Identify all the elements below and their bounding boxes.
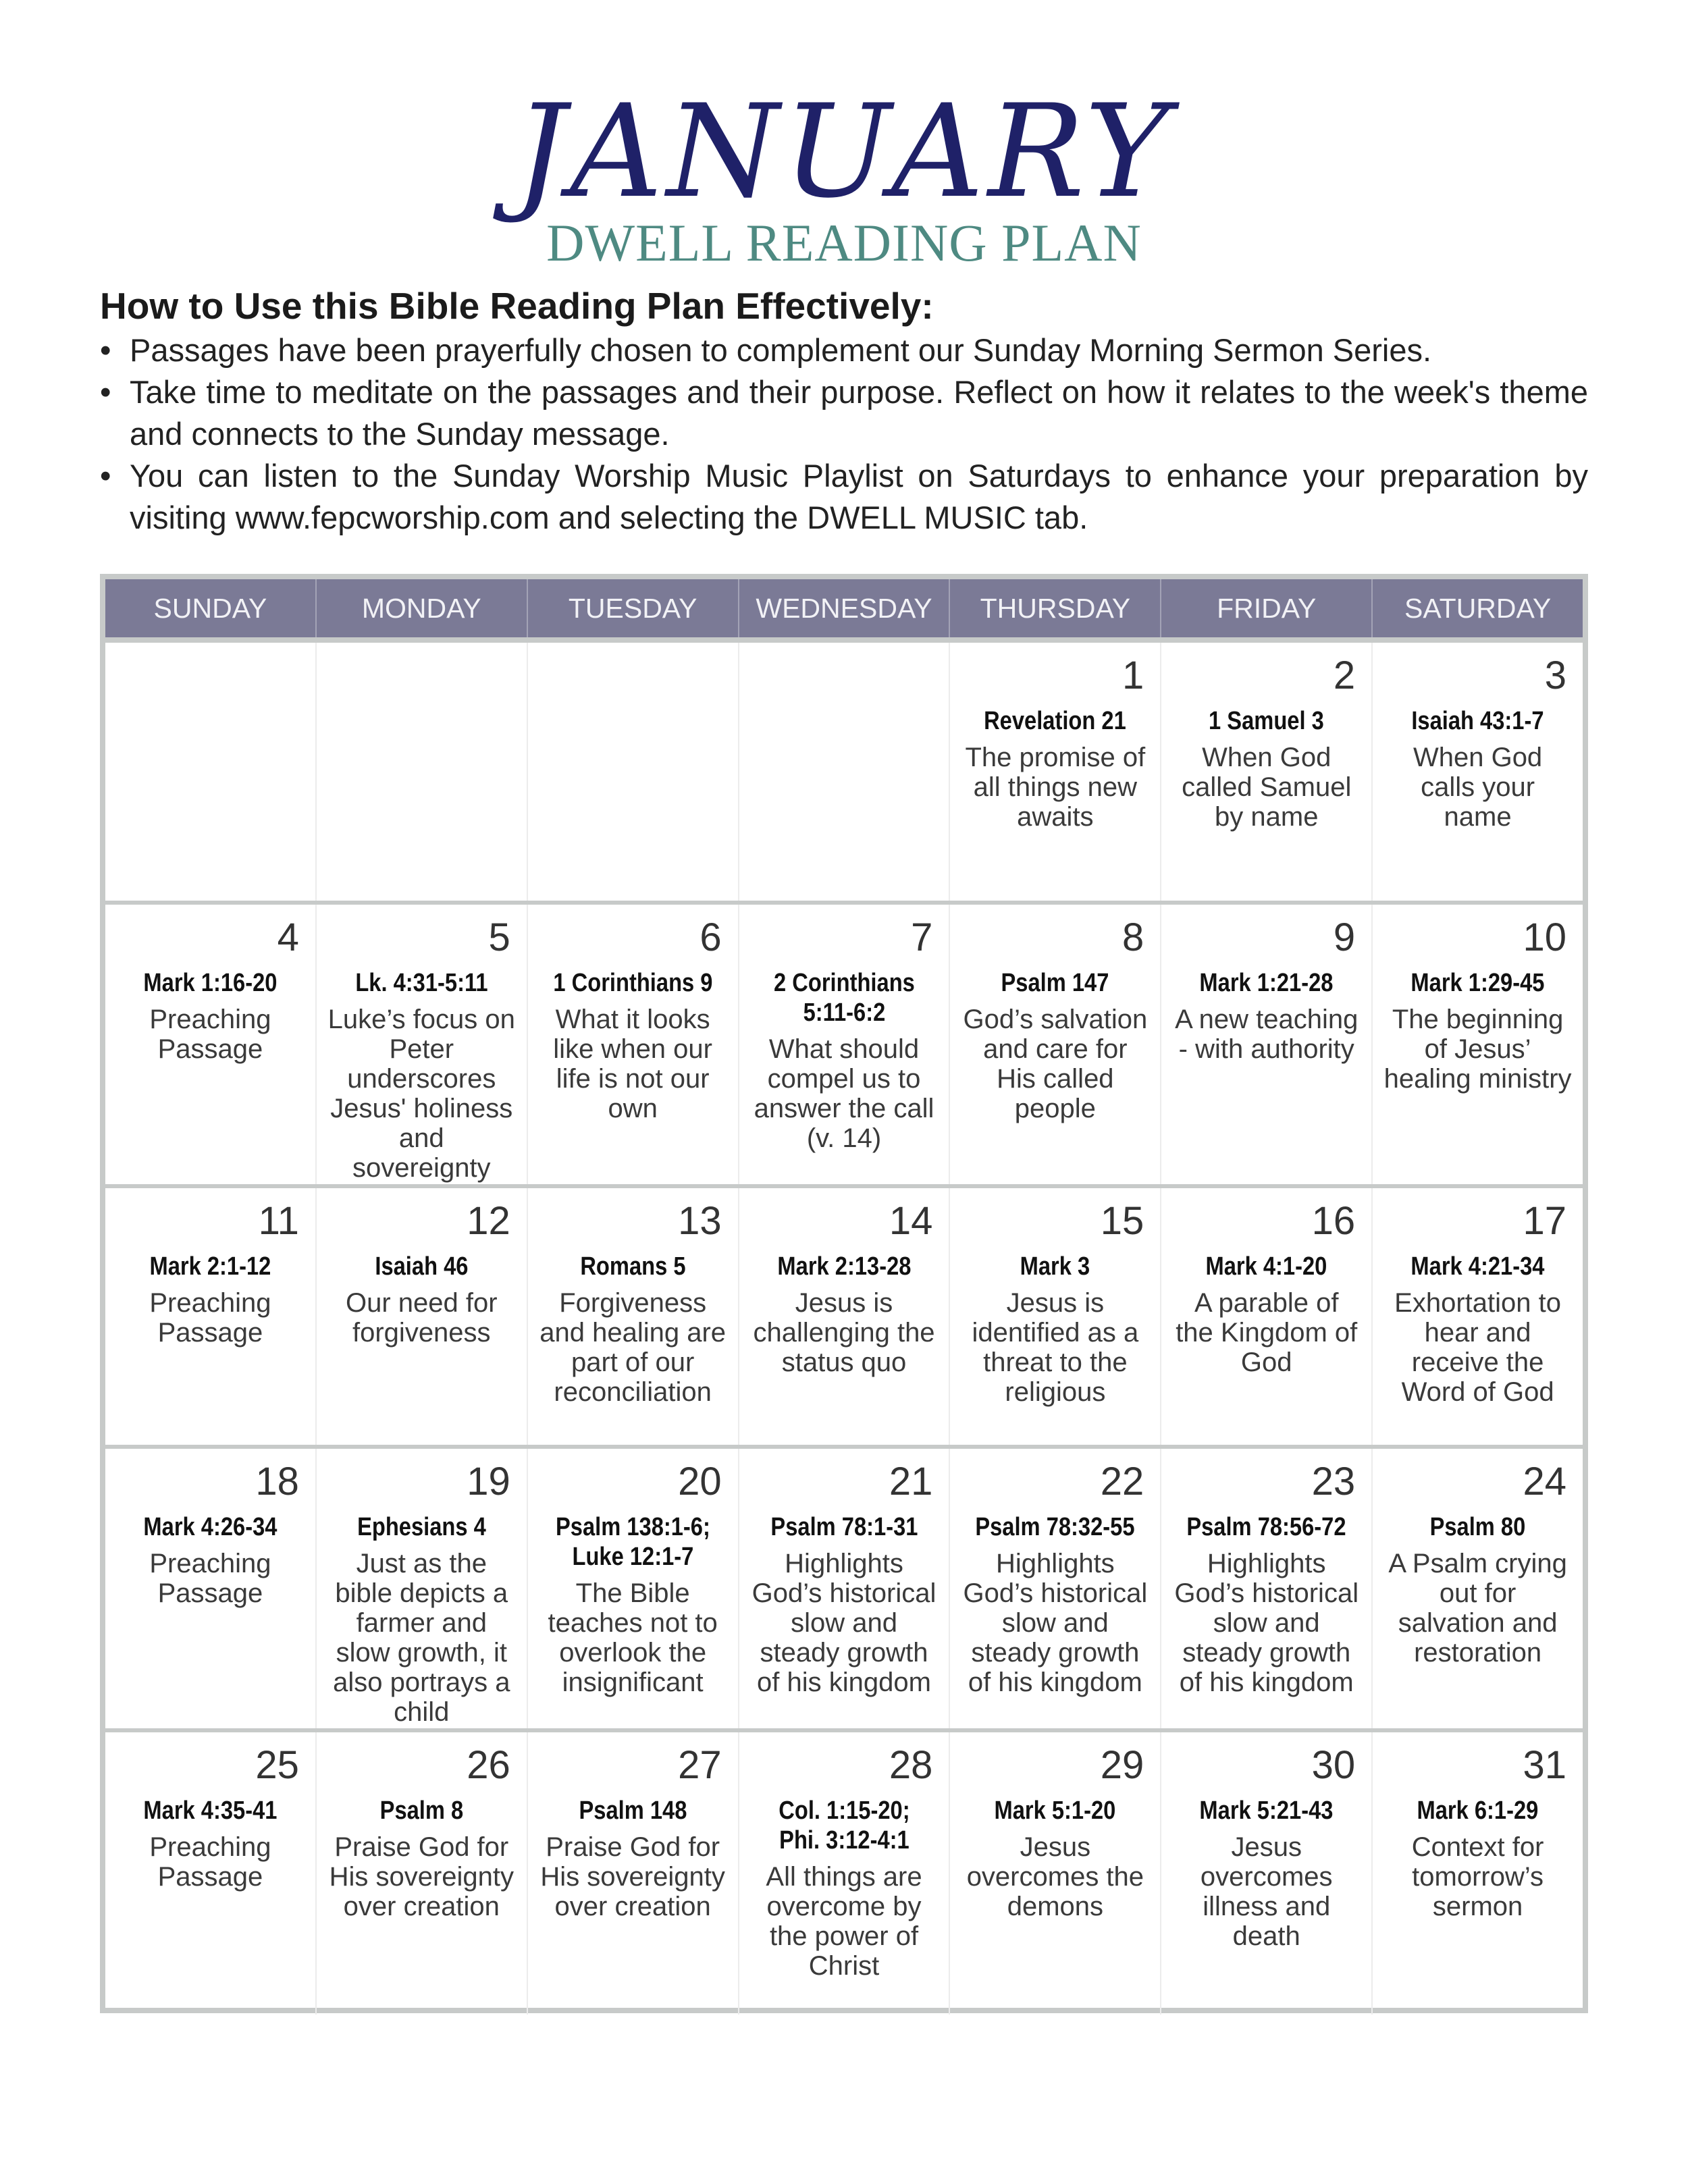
day-number: 22 [1100, 1460, 1144, 1503]
passage-reference: Isaiah 46 [375, 1252, 469, 1281]
passage-reference: Mark 1:16-20 [143, 969, 278, 997]
instructions-heading: How to Use this Bible Reading Plan Effectively: [100, 285, 934, 327]
calendar-week-row [105, 905, 1583, 1188]
passage-theme: Praise God for His sovereignty over creation [540, 1832, 725, 1921]
day-cell-30 [1160, 1732, 1371, 2015]
passage-reference: Psalm 8 [379, 1796, 464, 1825]
passage-reference: 1 Corinthians 9 [553, 969, 713, 997]
passage-theme: A parable of the Kingdom of God [1176, 1288, 1358, 1377]
day-number: 18 [255, 1460, 299, 1503]
day-cell-12 [315, 1188, 527, 1445]
passage-theme: What should compel us to answer the call (v. 14) [754, 1034, 934, 1153]
passage-reference: Mark 4:1-20 [1205, 1252, 1327, 1281]
passage-reference: Psalm 78:1-31 [770, 1513, 918, 1541]
day-cell-empty [527, 643, 738, 901]
instruction-text: You can listen to the Sunday Worship Music Playlist on Saturdays to enhance your preparation by visiting www.fepcworship.com and selecting the DWELL MUSIC tab. [130, 458, 1588, 535]
passage-theme: Context for tomorrow’s sermon [1411, 1832, 1544, 1921]
passage-reference: 1 Samuel 3 [1209, 707, 1325, 735]
passage-reference: Romans 5 [580, 1252, 686, 1281]
day-cell-empty [315, 643, 527, 901]
day-cell-8 [949, 905, 1160, 1184]
day-number: 24 [1523, 1460, 1567, 1503]
day-cell-empty [738, 643, 949, 901]
day-cell-20 [527, 1449, 738, 1728]
passage-reference: Revelation 21 [984, 707, 1127, 735]
day-cell-17 [1371, 1188, 1583, 1445]
day-number: 7 [911, 915, 933, 959]
passage-reference: Mark 6:1-29 [1417, 1796, 1539, 1825]
day-cell-11 [105, 1188, 315, 1445]
passage-reference: Mark 1:29-45 [1410, 969, 1545, 997]
passage-theme: Preaching Passage [149, 1832, 271, 1892]
instructions-section [100, 284, 1588, 539]
day-number: 1 [1122, 654, 1144, 697]
passage-reference: Mark 2:1-12 [149, 1252, 271, 1281]
day-number: 2 [1333, 654, 1356, 697]
instruction-text: Passages have been prayerfully chosen to complement our Sunday Morning Sermon Series. [130, 332, 1432, 368]
calendar-week-row [105, 1188, 1583, 1449]
day-cell-23 [1160, 1449, 1371, 1728]
day-of-week-header: TUESDAY [527, 579, 738, 637]
day-number: 28 [889, 1743, 933, 1787]
day-cell-15 [949, 1188, 1160, 1445]
passage-reference: Mark 4:26-34 [143, 1513, 278, 1541]
calendar-header [105, 579, 1583, 643]
day-number: 8 [1122, 915, 1144, 959]
day-number: 13 [678, 1199, 722, 1243]
passage-reference: Psalm 80 [1429, 1513, 1526, 1541]
day-number: 29 [1100, 1743, 1144, 1787]
day-cell-19 [315, 1449, 527, 1728]
day-cell-10 [1371, 905, 1583, 1184]
passage-theme: When God called Samuel by name [1182, 743, 1352, 832]
day-number: 31 [1523, 1743, 1567, 1787]
passage-theme: The promise of all things new awaits [965, 743, 1146, 832]
instruction-item [100, 329, 1588, 371]
day-of-week-header: WEDNESDAY [738, 579, 949, 637]
day-cell-empty [105, 643, 315, 901]
day-number: 5 [488, 915, 510, 959]
passage-reference: Ephesians 4 [357, 1513, 486, 1541]
day-number: 4 [277, 915, 299, 959]
passage-reference: Psalm 78:56-72 [1186, 1513, 1346, 1541]
day-of-week-header: FRIDAY [1160, 579, 1371, 637]
passage-reference: Col. 1:15-20; Phi. 3:12-4:1 [778, 1796, 910, 1855]
passage-theme: Highlights God’s historical slow and steady growth of his kingdom [751, 1549, 937, 1697]
day-cell-6 [527, 905, 738, 1184]
passage-theme: Highlights God’s historical slow and steady growth of his kingdom [1174, 1549, 1359, 1697]
day-number: 6 [700, 915, 722, 959]
passage-theme: When God calls your name [1413, 743, 1543, 832]
calendar-week-row [105, 1449, 1583, 1732]
day-of-week-header: SUNDAY [153, 593, 267, 624]
passage-theme: Preaching Passage [149, 1288, 271, 1348]
bullet-icon: • [100, 374, 111, 410]
day-cell-29 [949, 1732, 1160, 2015]
passage-reference: Mark 2:13-28 [776, 1252, 912, 1281]
day-cell-22 [949, 1449, 1160, 1728]
instruction-item [100, 371, 1588, 455]
passage-reference: Psalm 148 [579, 1796, 687, 1825]
day-cell-24 [1371, 1449, 1583, 1728]
instruction-text: Take time to meditate on the passages and their purpose. Reflect on how it relates to the week's theme and connects to the Sunday message. [130, 374, 1588, 452]
passage-reference: Mark 3 [1020, 1252, 1090, 1281]
passage-reference: Isaiah 43:1-7 [1411, 707, 1544, 735]
passage-theme: Our need for forgiveness [346, 1288, 498, 1348]
day-number: 9 [1333, 915, 1356, 959]
passage-theme: Forgiveness and healing are part of our reconciliation [539, 1288, 727, 1407]
passage-theme: Luke’s focus on Peter underscores Jesus' holiness and sovereignty [327, 1005, 515, 1183]
day-cell-7 [738, 905, 949, 1184]
passage-theme: God’s salvation and care for His called people [963, 1005, 1148, 1123]
day-cell-4 [105, 905, 315, 1184]
day-cell-13 [527, 1188, 738, 1445]
day-number: 21 [889, 1460, 933, 1503]
instructions-list [100, 329, 1588, 539]
day-number: 16 [1311, 1199, 1356, 1243]
passage-reference: Lk. 4:31-5:11 [355, 969, 488, 997]
day-cell-18 [105, 1449, 315, 1728]
passage-reference: Mark 5:21-43 [1199, 1796, 1334, 1825]
day-cell-28 [738, 1732, 949, 2015]
passage-theme: A Psalm crying out for salvation and restoration [1388, 1549, 1567, 1668]
calendar-weeks [105, 643, 1583, 2015]
passage-reference: Psalm 138:1-6; Luke 12:1-7 [555, 1513, 710, 1571]
passage-theme: Exhortation to hear and receive the Word of God [1394, 1288, 1561, 1407]
passage-theme: The Bible teaches not to overlook the insignificant [548, 1578, 718, 1697]
day-number: 3 [1544, 654, 1567, 697]
day-cell-5 [315, 905, 527, 1184]
page-subtitle: DWELL READING PLAN [546, 213, 1142, 272]
calendar-grid [100, 574, 1588, 2013]
passage-reference: Mark 4:35-41 [143, 1796, 278, 1825]
passage-theme: Jesus is challenging the status quo [753, 1288, 935, 1377]
day-number: 25 [255, 1743, 299, 1787]
passage-reference: 2 Corinthians 5:11-6:2 [773, 969, 915, 1027]
passage-theme: Jesus is identified as a threat to the religious [972, 1288, 1139, 1407]
passage-theme: What it looks like when our life is not our own [553, 1005, 712, 1123]
day-number: 20 [678, 1460, 722, 1503]
passage-reference: Psalm 147 [1001, 969, 1109, 997]
day-number: 23 [1311, 1460, 1356, 1503]
day-number: 10 [1523, 915, 1567, 959]
passage-reference: Mark 5:1-20 [994, 1796, 1116, 1825]
calendar-week-row [105, 1732, 1583, 2015]
day-cell-27 [527, 1732, 738, 2015]
day-number: 27 [678, 1743, 722, 1787]
passage-theme: Jesus overcomes the demons [966, 1832, 1144, 1921]
day-of-week-header: THURSDAY [949, 579, 1160, 637]
day-number: 26 [467, 1743, 510, 1787]
day-number: 19 [467, 1460, 510, 1503]
passage-theme: Praise God for His sovereignty over creation [329, 1832, 514, 1921]
passage-theme: Highlights God’s historical slow and steady growth of his kingdom [963, 1549, 1148, 1697]
passage-reference: Mark 1:21-28 [1199, 969, 1334, 997]
passage-theme: The beginning of Jesus’ healing ministry [1383, 1005, 1572, 1094]
day-number: 11 [258, 1199, 299, 1243]
day-cell-2 [1160, 643, 1371, 901]
day-cell-1 [949, 643, 1160, 901]
day-cell-16 [1160, 1188, 1371, 1445]
page-title: JANUARY [515, 77, 1173, 226]
calendar-week-row [105, 643, 1583, 905]
passage-reference: Psalm 78:32-55 [975, 1513, 1135, 1541]
day-number: 17 [1523, 1199, 1567, 1243]
passage-theme: All things are overcome by the power of Christ [766, 1862, 922, 1981]
day-cell-9 [1160, 905, 1371, 1184]
bullet-icon: • [100, 332, 111, 368]
day-number: 30 [1311, 1743, 1356, 1787]
day-of-week-header: MONDAY [315, 579, 527, 637]
day-number: 12 [467, 1199, 510, 1243]
day-of-week-header: SATURDAY [1371, 579, 1583, 637]
day-cell-25 [105, 1732, 315, 2015]
day-number: 14 [889, 1199, 933, 1243]
passage-theme: Jesus overcomes illness and death [1200, 1832, 1333, 1951]
day-cell-21 [738, 1449, 949, 1728]
instruction-item [100, 455, 1588, 539]
passage-reference: Mark 4:21-34 [1410, 1252, 1545, 1281]
day-cell-14 [738, 1188, 949, 1445]
passage-theme: Preaching Passage [149, 1005, 271, 1064]
passage-theme: Just as the bible depicts a farmer and slow growth, it also portrays a child [333, 1549, 510, 1727]
day-cell-3 [1371, 643, 1583, 901]
bullet-icon: • [100, 458, 111, 494]
passage-theme: A new teaching - with authority [1175, 1005, 1359, 1064]
day-cell-31 [1371, 1732, 1583, 2015]
day-cell-26 [315, 1732, 527, 2015]
day-number: 15 [1100, 1199, 1144, 1243]
passage-theme: Preaching Passage [149, 1549, 271, 1608]
